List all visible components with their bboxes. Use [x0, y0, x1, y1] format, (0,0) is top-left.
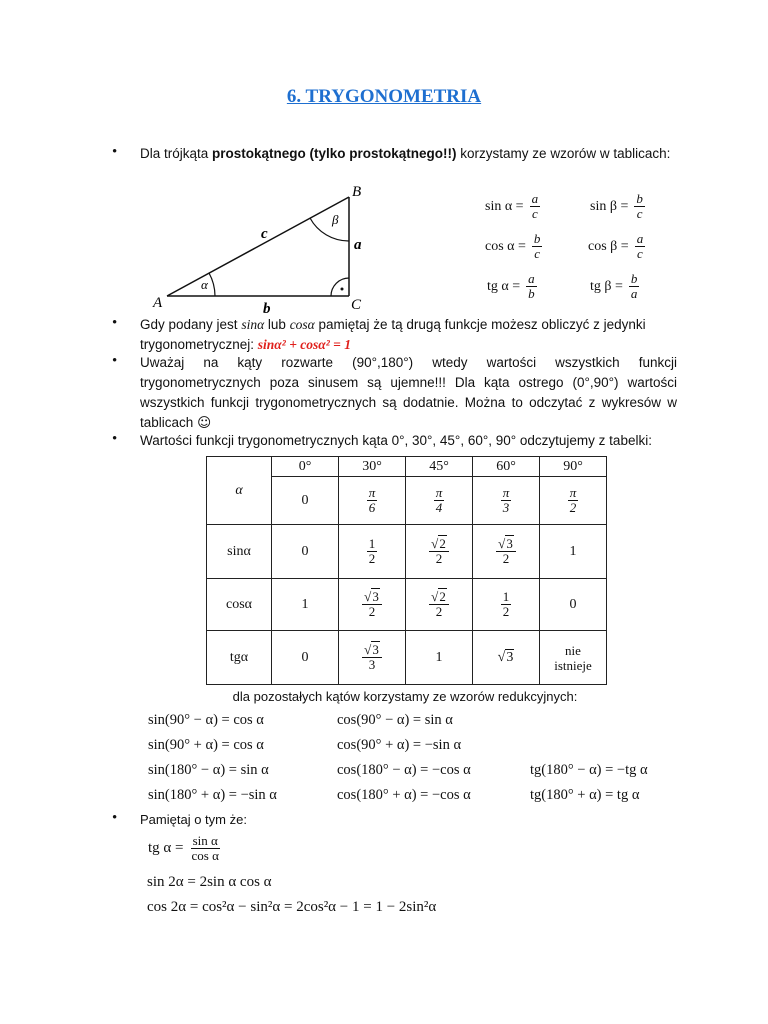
- vertex-A: A: [153, 295, 163, 311]
- radian-cell: [406, 477, 473, 525]
- value-cell: [540, 631, 607, 685]
- formula-lhs: sin α =: [485, 198, 524, 214]
- angle-beta-arc: [310, 218, 349, 241]
- tg-quotient-formula: [148, 834, 223, 863]
- tg-den: cos α: [191, 848, 219, 863]
- value-cell: [339, 525, 406, 579]
- table-alpha-header: α: [207, 457, 272, 525]
- formula-lhs: cos α =: [485, 238, 526, 254]
- radian-cell: 0: [272, 477, 339, 525]
- degree-header: 45°: [406, 457, 473, 477]
- label-alpha: α: [201, 277, 208, 292]
- label-beta: β: [332, 212, 339, 227]
- reduction-formula: tg(180° − α) = −tg α: [530, 762, 648, 778]
- radian-cell: [540, 477, 607, 525]
- radicand: 2: [439, 536, 446, 551]
- trig-values-table: [206, 456, 607, 685]
- bullet-1-bold: prostokątnego (tylko prostokątnego!!): [212, 146, 457, 161]
- bullet-2-sin: sinα: [241, 317, 265, 332]
- sin-double-angle: sin 2α = 2sin α cos α: [147, 874, 272, 890]
- formula-cos-beta: [588, 232, 647, 261]
- formula-tg-beta: [590, 272, 641, 301]
- formula-den: c: [531, 206, 538, 221]
- pi: π: [569, 485, 577, 500]
- reduction-formula: sin(90° + α) = cos α: [148, 737, 264, 753]
- not-exist-1: nie: [565, 642, 581, 658]
- bullet-2-cos: cosα: [289, 317, 315, 332]
- vertex-B: B: [352, 184, 362, 200]
- formula-num: b: [533, 231, 541, 246]
- value-cell: 0: [272, 525, 339, 579]
- formula-den: b: [528, 286, 535, 301]
- radicand: 3: [372, 589, 379, 604]
- reduction-formula: cos(180° + α) = −cos α: [337, 787, 471, 803]
- formula-num: a: [528, 271, 535, 286]
- label-a: a: [354, 237, 362, 253]
- degree-header: 90°: [540, 457, 607, 477]
- formula-num: b: [636, 191, 643, 206]
- pi: π: [368, 485, 376, 500]
- angle-alpha-arc: [209, 273, 215, 296]
- reduction-formula: sin(180° − α) = sin α: [148, 762, 269, 778]
- value-cell: 1: [540, 525, 607, 579]
- radicand: 2: [439, 589, 446, 604]
- bullet-1-text: [140, 144, 677, 164]
- trig-identity: sinα² + cosα² = 1: [257, 337, 351, 352]
- bullet-marker: •: [112, 144, 118, 160]
- not-exist-2: istnieje: [554, 657, 592, 673]
- bullet-3-text: [140, 353, 677, 433]
- cos-double-angle: cos 2α = cos²α − sin²α = 2cos²α − 1 = 1 − 2sin²α: [147, 899, 437, 915]
- value-cell: 0: [540, 579, 607, 631]
- value-cell: [473, 579, 540, 631]
- bullet-2-text: [140, 315, 677, 355]
- reduction-formula: cos(90° − α) = sin α: [337, 712, 453, 728]
- formula-cos-alpha: [485, 232, 544, 261]
- value-cell: $\frac{√3}{2}$: [473, 525, 540, 579]
- pi: π: [502, 485, 510, 500]
- den: 2: [435, 604, 443, 619]
- den: 2: [435, 551, 443, 566]
- formula-sin-alpha: [485, 192, 542, 221]
- right-angle-arc: [331, 278, 349, 296]
- row-header-tg: tgα: [207, 631, 272, 685]
- bullet-4-text: Wartości funkcji trygonometrycznych kąta 0°, 30°, 45°, 60°, 90° odczytujemy z tabelki:: [140, 433, 652, 448]
- den: 2: [502, 551, 510, 566]
- right-angle-dot: [341, 288, 344, 291]
- page-title: 6. TRYGONOMETRIA: [286, 86, 482, 107]
- formula-num: a: [531, 191, 539, 206]
- label-c: c: [261, 226, 268, 242]
- formula-lhs: sin β =: [590, 198, 629, 214]
- reduction-formula: cos(90° + α) = −sin α: [337, 737, 462, 753]
- den: 2: [368, 551, 376, 566]
- tg-lhs: tg α =: [148, 840, 184, 856]
- num: 1: [502, 589, 510, 604]
- side-c: [167, 197, 349, 296]
- degree-header: 30°: [339, 457, 406, 477]
- den: 3: [368, 657, 376, 672]
- formula-tg-alpha: [487, 272, 539, 301]
- den: 2: [502, 604, 510, 619]
- reduction-intro: dla pozostałych kątów korzystamy ze wzorów redukcyjnych:: [232, 689, 578, 704]
- tg-num: sin α: [192, 833, 218, 848]
- value-cell: √3: [473, 631, 540, 685]
- formula-lhs: tg α =: [487, 278, 521, 294]
- reduction-formula: sin(90° − α) = cos α: [148, 712, 264, 728]
- value-cell: $\frac{√3}{2}$: [339, 579, 406, 631]
- value-cell: $\frac{√2}{2}$: [406, 525, 473, 579]
- num: 1: [368, 536, 376, 551]
- formula-den: c: [636, 206, 643, 221]
- value-cell: $\frac{√3}{3}$: [339, 631, 406, 685]
- formula-den: a: [630, 286, 638, 301]
- row-header-cos: cosα: [207, 579, 272, 631]
- formula-lhs: tg β =: [590, 278, 623, 294]
- bullet-marker: •: [112, 315, 118, 331]
- vertex-C: C: [351, 297, 362, 313]
- value-cell: $\frac{√2}{2}$: [406, 579, 473, 631]
- label-b: b: [263, 301, 271, 313]
- radicand: 3: [506, 649, 514, 665]
- bullet-3-content: Uważaj na kąty rozwarte (90°,180°) wtedy wartości wszystkich funkcji trygonometrycznych poza sinusem są ujemne!!! Dla kąta ostrego (0°,90°) wartości wszystkich funkcji trygonometrycznych są dodatnie. Można to odczytać z wykresów w tablicach: [140, 355, 677, 430]
- bullet-2-part: lub: [264, 317, 290, 332]
- smiley-icon: ☺: [197, 415, 212, 431]
- bullet-1-post: korzystamy ze wzorów w tablicach:: [456, 146, 671, 161]
- degree-header: 0°: [272, 457, 339, 477]
- den: 4: [435, 500, 443, 515]
- den: 3: [502, 500, 510, 515]
- reduction-formula: sin(180° + α) = −sin α: [148, 787, 277, 803]
- formula-den: c: [637, 246, 643, 261]
- bullet-marker: •: [112, 353, 118, 369]
- radian-cell: [473, 477, 540, 525]
- radicand: 3: [372, 642, 379, 657]
- bullet-5-text: Pamiętaj o tym że:: [140, 812, 247, 827]
- bullet-marker: •: [112, 431, 118, 447]
- formula-lhs: cos β =: [588, 238, 629, 254]
- reduction-formula: cos(180° − α) = −cos α: [337, 762, 471, 778]
- bullet-marker: •: [112, 810, 118, 826]
- formula-num: a: [636, 231, 644, 246]
- reduction-formula: tg(180° + α) = tg α: [530, 787, 640, 803]
- den: 2: [569, 500, 577, 515]
- formula-sin-beta: [590, 192, 647, 221]
- value-cell: 0: [272, 631, 339, 685]
- radicand: 3: [506, 536, 513, 551]
- formula-num: b: [630, 271, 638, 286]
- pi: π: [435, 485, 443, 500]
- bullet-1-pre: Dla trójkąta: [140, 146, 213, 161]
- degree-header: 60°: [473, 457, 540, 477]
- bullet-2-part: pamiętaj że tą drugą funkcje możesz obliczyć z jedynki trygonometrycznej:: [140, 317, 646, 352]
- value-cell: 1: [406, 631, 473, 685]
- right-triangle-diagram: [145, 183, 375, 313]
- row-header-sin: sinα: [207, 525, 272, 579]
- formula-den: c: [534, 246, 541, 261]
- bullet-2-part: Gdy podany jest: [140, 317, 242, 332]
- value-cell: 1: [272, 579, 339, 631]
- radian-cell: [339, 477, 406, 525]
- den: 6: [368, 500, 376, 515]
- den: 2: [368, 604, 376, 619]
